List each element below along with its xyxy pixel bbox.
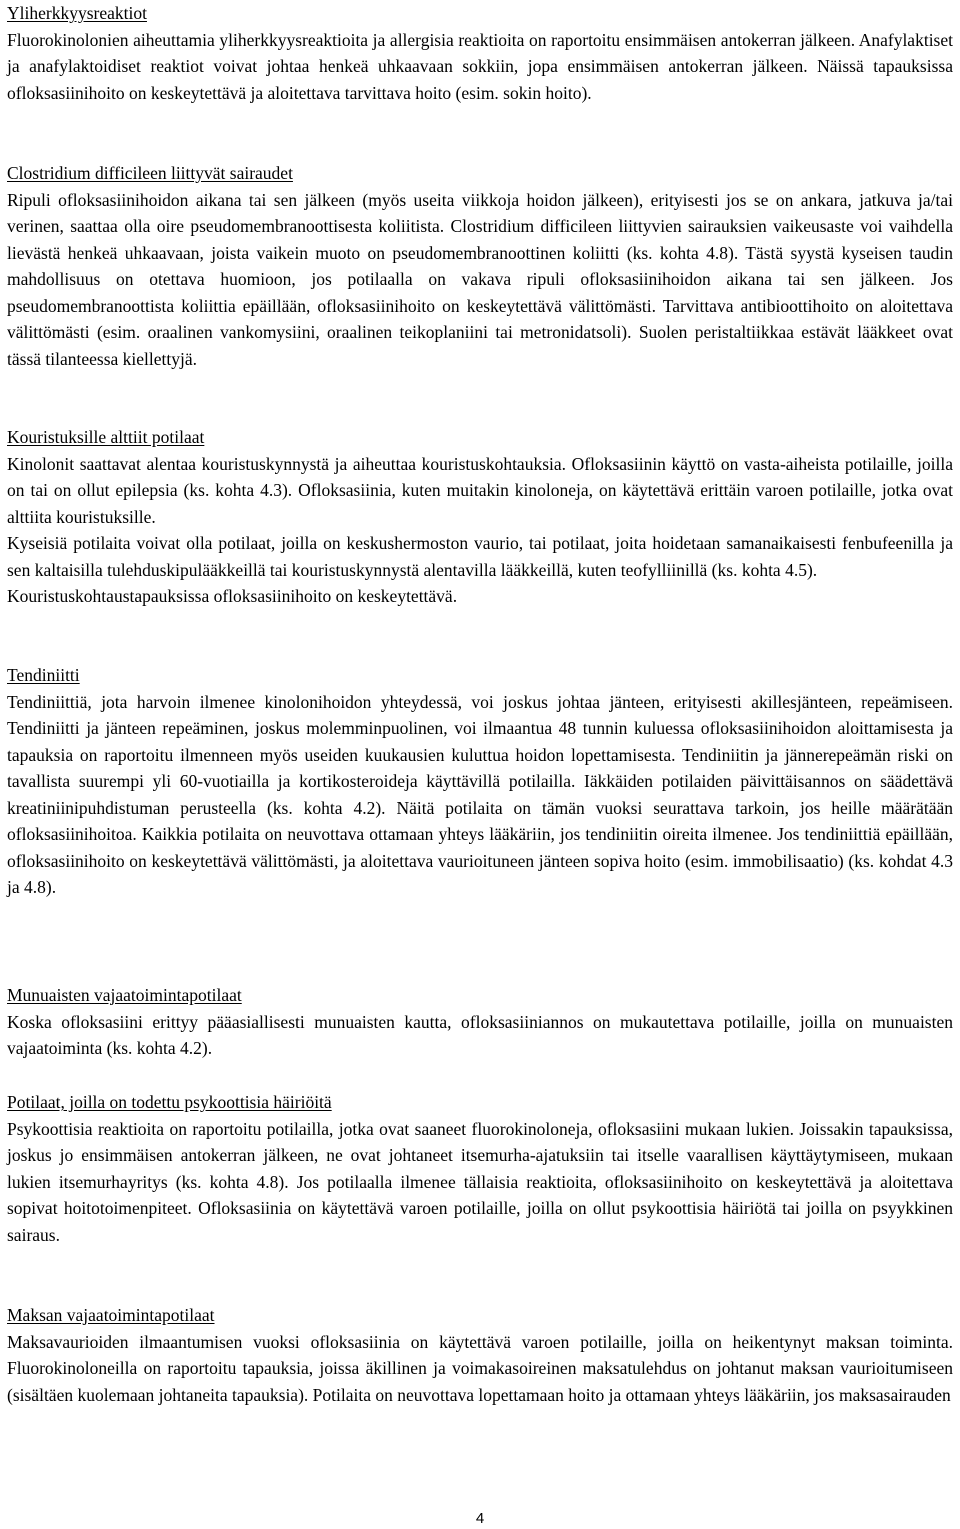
section-paragraph: Tendiniittiä, jota harvoin ilmenee kinolonihoidon yhteydessä, voi joskus johtaa jänteen, erityisesti akillesjänteen, repeämiseen. Tendiniitti ja jänteen repeäminen, joskus molemminpuolinen, voi ilmaantua 48 tunnin kuluessa ofloksasiinihoidon aloittamisesta ja tapauksia on raportoitu ilmenneen myös useiden kuukausien kuluttua hoidon lopettamisesta. Tendiniitin ja jännerepeämän riski on tavallista suurempi yli 60-vuotiailla ja kortikosteroideja käyttävillä potilailla. Iäkkäiden potilaiden päivittäisannos on säädettävä kreatiniinipuhdistuman perusteella (ks. kohta 4.2). Näitä potilaita on tämän vuoksi seurattava tarkoin, jos heille määrätään ofloksasiinihoitoa. Kaikkia potilaita on neuvottava ottamaan yhteys lääkäriin, jos tendiniitin oireita ilmenee. Jos tendiniittiä epäillään, ofloksasiinihoito on keskeytettävä välittömästi, ja aloitettava vaurioituneen jänteen sopiva hoito (esim. immobilisaatio) (ks. kohdat 4.3 ja 4.8). xyxy=(7,691,953,897)
section-paragraph: Kyseisiä potilaita voivat olla potilaat, joilla on keskushermoston vaurio, tai potilaat, joita hoidetaan samanaikaisesti fenbufeenilla ja sen kaltaisilla tulehduskipulääkkeillä tai kouristuskynnystä alentavilla lääkkeillä, kuten teofylliinillä (ks. kohta 4.5). xyxy=(7,533,953,580)
section-heading: Maksan vajaatoimintapotilaat xyxy=(7,1305,215,1325)
section-heading: Potilaat, joilla on todettu psykoottisia häiriöitä xyxy=(7,1092,332,1112)
section-paragraph: Kouristuskohtaustapauksissa ofloksasiinihoito on keskeytettävä. xyxy=(7,586,458,606)
section-paragraph: Kinolonit saattavat alentaa kouristuskynnystä ja aiheuttaa kouristuskohtauksia. Ofloksasiinin käyttö on vasta-aiheista potilaille, joilla on tai on ollut epilepsia (ks. kohta 4.3). Ofloksasiinia, kuten muitakin kinoloneja, on käytettävä erittäin varoen potilaille, jotka ovat alttiita kouristuksille. xyxy=(7,453,953,527)
section-paragraph: Koska ofloksasiini erittyy pääasiallisesti munuaisten kautta, ofloksasiiniannos on mukautettava potilaille, joilla on munuaisten vajaatoiminta (ks. kohta 4.2). xyxy=(7,1011,953,1058)
page-number: 4 xyxy=(475,1510,485,1527)
section-seizure-prone-patients xyxy=(7,424,953,610)
section-paragraph: Maksavaurioiden ilmaantumisen vuoksi ofloksasiinia on käytettävä varoen potilaille, joilla on heikentynyt maksan toiminta. Fluorokinoloneilla on raportoitu tapauksia, joissa äkillinen ja voimakasoireinen maksatulehdus on johtanut maksan vaurioitumiseen (sisältäen kuolemaan johtaneita tapauksia). Potilaita on neuvottava lopettamaan hoito ja ottamaan yhteys lääkäriin, jos maksasairauden xyxy=(7,1331,953,1405)
section-heading: Munuaisten vajaatoimintapotilaat xyxy=(7,985,242,1005)
section-heading: Yliherkkyysreaktiot xyxy=(7,3,147,23)
section-heading: Kouristuksille alttiit potilaat xyxy=(7,427,205,447)
section-psychotic-disorders xyxy=(7,1089,953,1248)
section-renal-impairment xyxy=(7,982,953,1062)
section-tendinitis xyxy=(7,662,953,901)
section-hypersensitivity xyxy=(7,0,953,106)
section-clostridium xyxy=(7,160,953,372)
section-hepatic-impairment xyxy=(7,1302,953,1408)
section-paragraph: Ripuli ofloksasiinihoidon aikana tai sen jälkeen (myös useita viikkoja hoidon jälkeen), erityisesti jos se on ankara, jatkuva ja/tai verinen, saattaa olla oire pseudomembranoottisesta koliitista. Clostridium difficileen liittyvien sairauksien vaikeusaste voi vaihdella lievästä henkeä uhkaavaan, joista vaikein muoto on pseudomembranoottinen koliitti (ks. kohta 4.8). Tästä syystä kyseisen taudin mahdollisuus on otettava huomioon, jos potilaalla on vakava ripuli ofloksasiinihoidon aikana tai sen jälkeen. Jos pseudomembranoottista koliittia epäillään, ofloksasiinihoito on keskeytettävä välittömästi. Tarvittava antibioottihoito on aloitettava välittömästi (esim. oraalinen vankomysiini, oraalinen teikoplaniini tai metronidatsoli). Suolen peristaltiikkaa estävät lääkkeet ovat tässä tilanteessa kiellettyjä. xyxy=(7,189,953,369)
section-paragraph: Psykoottisia reaktioita on raportoitu potilailla, jotka ovat saaneet fluorokinoloneja, ofloksasiini mukaan lukien. Joissakin tapauksissa, joskus jo ensimmäisen antokerran jälkeen, ne ovat johtaneet itsemurha-ajatuksiin tai itselle vaarallisen käyttäytymiseen, mukaan lukien itsemurhayritys (ks. kohta 4.8). Jos potilaalla ilmenee tällaisia reaktioita, ofloksasiinihoito on keskeytettävä ja aloitettava sopivat hoitotoimenpiteet. Ofloksasiinia on käytettävä varoen potilaille, joilla on ollut psykoottisia häiriötä tai joilla on psyykkinen sairaus. xyxy=(7,1118,953,1245)
section-heading: Tendiniitti xyxy=(7,665,80,685)
section-paragraph: Fluorokinolonien aiheuttamia yliherkkyysreaktioita ja allergisia reaktioita on raportoitu ensimmäisen antokerran jälkeen. Anafylaktiset ja anafylaktoidiset reaktiot voivat johtaa henkeä uhkaavaan sokkiin, jopa ensimmäisen antokerran jälkeen. Näissä tapauksissa ofloksasiinihoito on keskeytettävä ja aloitettava tarvittava hoito (esim. sokin hoito). xyxy=(7,29,953,103)
section-heading: Clostridium difficileen liittyvät sairaudet xyxy=(7,163,293,183)
